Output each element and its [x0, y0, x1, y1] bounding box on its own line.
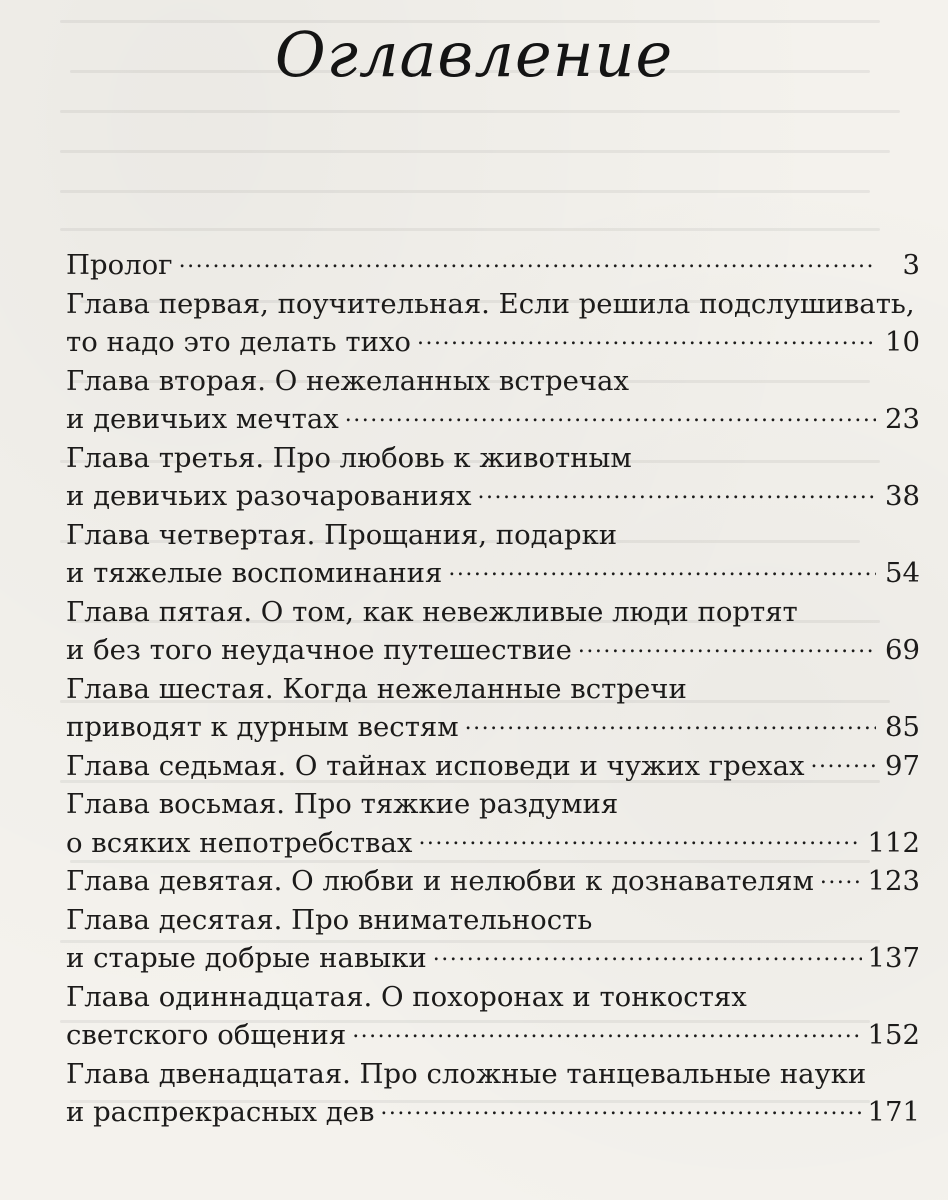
dot-leader — [352, 1017, 861, 1045]
toc-entry — [66, 978, 920, 1055]
toc-page-number: 3 — [902, 249, 920, 281]
toc-entry-last-line — [66, 939, 920, 978]
toc-entry-title-line: Глава шестая. Когда нежеланные встречи — [66, 672, 687, 705]
toc-entry-last-line — [66, 708, 920, 747]
toc-entry-title-line: Глава третья. Про любовь к животным — [66, 441, 632, 474]
toc-page-number: 10 — [885, 326, 920, 358]
toc-entry-title-line: и девичьих мечтах — [66, 403, 339, 435]
toc-entry-title-line: Глава девятая. О любви и нелюбви к дознавателям — [66, 865, 814, 897]
toc-entry — [66, 593, 920, 670]
dot-leader — [179, 247, 876, 275]
toc-entry-title-line: и тяжелые воспоминания — [66, 557, 443, 589]
toc-entry-last-line — [66, 1016, 920, 1055]
toc-entry-title-line: приводят к дурным вестям — [66, 711, 459, 743]
toc-entry — [66, 246, 920, 285]
toc-entry — [66, 901, 920, 978]
dot-leader — [820, 863, 862, 891]
toc-entry-last-line — [66, 824, 920, 863]
toc-entry-last-line — [66, 246, 920, 285]
dot-leader — [345, 401, 876, 429]
toc-entry-last-line — [66, 323, 920, 362]
toc-entry-title-line: Глава вторая. О нежеланных встречах — [66, 364, 629, 397]
toc-entry-title-line: и без того неудачное путешествие — [66, 634, 572, 666]
toc-page-number: 123 — [867, 865, 920, 897]
toc-entry — [66, 785, 920, 862]
toc-entry-title-line: то надо это делать тихо — [66, 326, 411, 358]
toc-entry-title-line: и распрекрасных дев — [66, 1096, 375, 1128]
toc-entry-title-line: Глава первая, поучительная. Если решила подслушивать, — [66, 287, 915, 320]
toc-entry — [66, 670, 920, 747]
toc-entry-last-line — [66, 1093, 920, 1132]
toc-entry-last-line — [66, 631, 920, 670]
toc-page-number: 23 — [885, 403, 920, 435]
dot-leader — [465, 709, 876, 737]
toc-entry — [66, 285, 920, 362]
toc-entry-title-line: Глава седьмая. О тайнах исповеди и чужих грехах — [66, 749, 805, 782]
toc-page-number: 38 — [885, 480, 920, 512]
toc-entry-title-line: Глава одиннадцатая. О похоронах и тонкостях — [66, 980, 747, 1013]
toc-entry — [66, 1055, 920, 1132]
dot-leader — [478, 478, 876, 506]
toc-page-number: 152 — [867, 1019, 920, 1051]
toc-page-number: 54 — [885, 557, 920, 589]
toc-entry-title-line: Глава десятая. Про внимательность — [66, 903, 593, 936]
toc-entry — [66, 439, 920, 516]
dot-leader — [418, 824, 861, 852]
dot-leader — [578, 632, 876, 660]
table-of-contents — [66, 246, 920, 1132]
toc-entry — [66, 862, 920, 901]
toc-entry — [66, 747, 920, 786]
toc-page-number: 69 — [885, 634, 920, 666]
dot-leader — [448, 555, 876, 583]
toc-entry-last-line — [66, 554, 920, 593]
toc-entry-last-line — [66, 862, 920, 901]
toc-entry-title-line: Глава двенадцатая. Про сложные танцевальные науки — [66, 1057, 867, 1090]
toc-page-number: 85 — [885, 711, 920, 743]
toc-entry-title-line: Глава четвертая. Прощания, подарки — [66, 518, 618, 551]
toc-entry-title-line: Пролог — [66, 249, 173, 281]
toc-entry-title-line: и девичьих разочарованиях — [66, 480, 472, 512]
dot-leader — [380, 1094, 861, 1122]
page-title: Оглавление — [274, 18, 674, 91]
dot-leader — [810, 747, 876, 775]
dot-leader — [433, 940, 862, 968]
dot-leader — [417, 324, 876, 352]
toc-page-number: 171 — [867, 1096, 920, 1128]
toc-entry-title-line: светского общения — [66, 1019, 347, 1051]
toc-entry-title-line: и старые добрые навыки — [66, 942, 427, 974]
toc-entry-title-line: Глава пятая. О том, как невежливые люди портят — [66, 595, 798, 628]
toc-entry — [66, 516, 920, 593]
toc-entry-last-line — [66, 400, 920, 439]
toc-entry — [66, 362, 920, 439]
toc-entry-title-line: о всяких непотребствах — [66, 826, 413, 859]
toc-entry-title-line: Глава восьмая. Про тяжкие раздумия — [66, 788, 619, 820]
toc-entry-last-line — [66, 477, 920, 516]
toc-page-number: 112 — [867, 826, 920, 859]
toc-page-number: 97 — [885, 749, 920, 782]
toc-page-number: 137 — [867, 942, 920, 974]
toc-entry-last-line — [66, 747, 920, 786]
